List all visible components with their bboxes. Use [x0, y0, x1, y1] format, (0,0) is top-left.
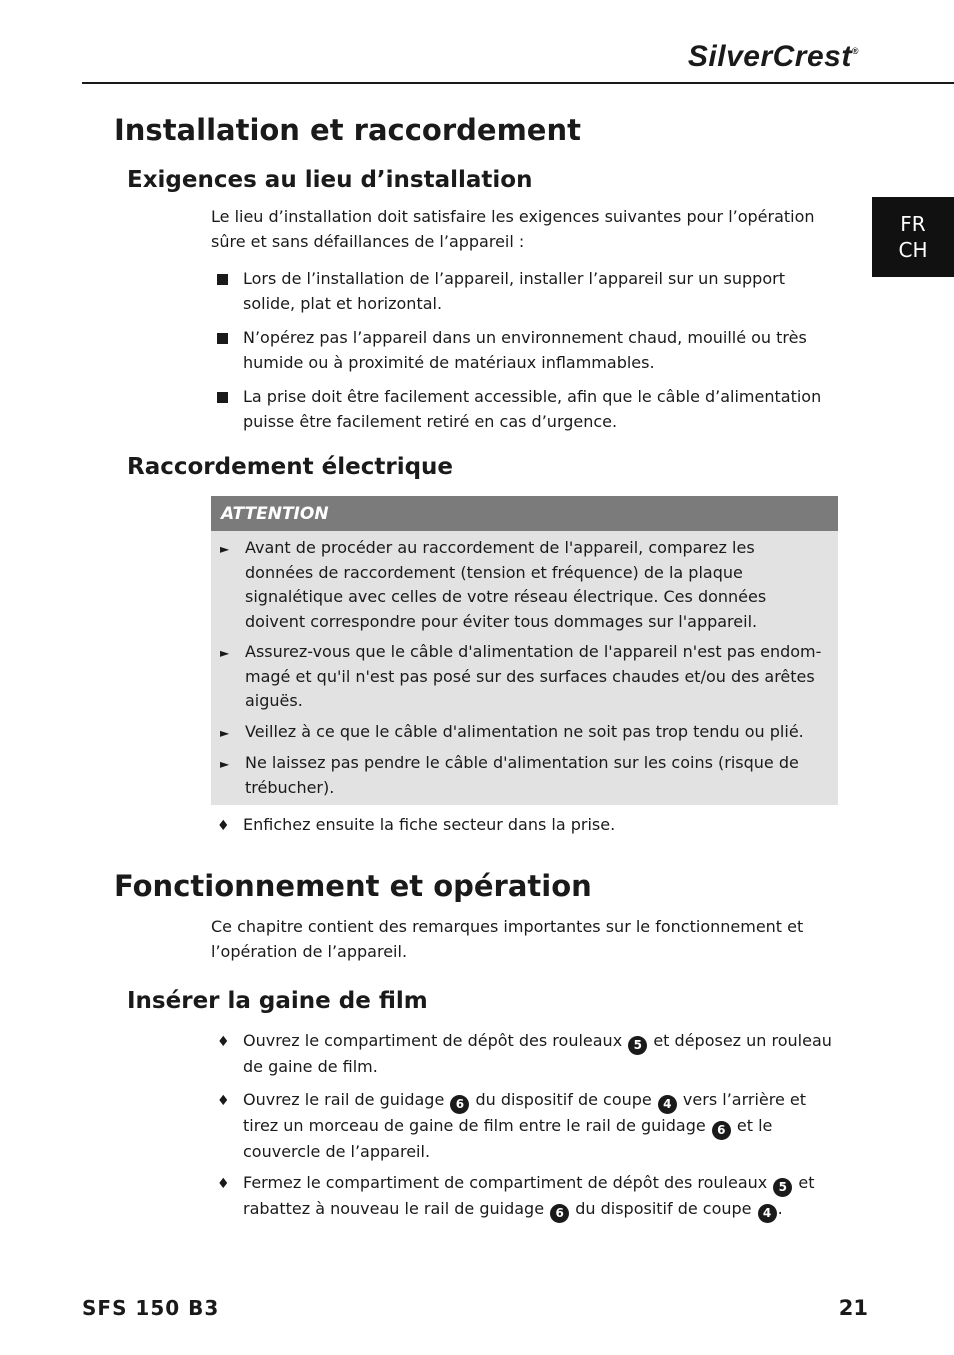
part-number-badge: 5	[628, 1036, 647, 1055]
list-item: N’opérez pas l’appareil dans un environnement chaud, mouillé ou très humide ou à proximité de matériaux inflammables.	[217, 326, 837, 375]
attention-item: ► Veillez à ce que le câble d'alimentation ne soit pas trop tendu ou plié.	[220, 720, 825, 746]
requirements-intro: Le lieu d’installation doit satisfaire les exigences suivantes pour l’opération sûre et sans défaillances de l’appareil :	[211, 207, 815, 251]
diamond-bullet-icon: ♦	[217, 1034, 230, 1050]
arrow-right-icon: ►	[220, 542, 230, 556]
attention-item: ► Avant de procéder au raccordement de l'appareil, comparez les données de raccordement (tension et fréquence) de la plaque signalétique avec celles de votre réseau électrique. Ces données doivent correspondre pour éviter tous dommages sur l'appareil.	[220, 536, 825, 634]
diamond-bullet-icon: ♦	[217, 818, 230, 834]
part-number-badge: 5	[773, 1178, 792, 1197]
part-number-badge: 6	[712, 1121, 731, 1140]
page-number: 21	[838, 1296, 868, 1320]
part-number-badge: 6	[450, 1095, 469, 1114]
step-item: ♦ Fermez le compartiment de compartiment de dépôt des rouleaux 5 et rabattez à nouveau le rail de guidage 6 du dispositif de coupe 4 .	[217, 1171, 837, 1223]
section-title-installation: Installation et raccordement	[114, 113, 581, 147]
language-tab	[872, 197, 954, 277]
arrow-right-icon: ►	[220, 646, 230, 660]
diamond-bullet-icon: ♦	[217, 1093, 230, 1109]
brand-logo: SilverCrest®	[687, 40, 859, 73]
subsection-title-requirements: Exigences au lieu d’installation	[127, 167, 533, 193]
arrow-right-icon: ►	[220, 726, 230, 740]
header-rule	[82, 82, 954, 84]
part-number-badge: 4	[658, 1095, 677, 1114]
subsection-title-electrical: Raccordement électrique	[127, 454, 454, 480]
operation-intro: Ce chapitre contient des remarques importantes sur le fonctionnement et l’opération de l’appareil.	[211, 917, 804, 961]
square-bullet-icon	[217, 392, 228, 403]
attention-item: ► Assurez-vous que le câble d'alimentation de l'appareil n'est pas endommagé et qu'il n'est pas posé sur des surfaces chaudes et/ou des arêtes aiguës.	[220, 640, 825, 714]
subsection-title-insert-film: Insérer la gaine de film	[127, 988, 428, 1014]
attention-item: ► Ne laissez pas pendre le câble d'alimentation sur les coins (risque de trébucher).	[220, 751, 825, 800]
language-fr: FR	[900, 212, 926, 236]
diamond-bullet-icon: ♦	[217, 1176, 230, 1192]
attention-box	[211, 496, 838, 805]
attention-heading: ATTENTION	[211, 496, 838, 531]
step-item: ♦ Ouvrez le compartiment de dépôt des rouleaux 5 et déposez un rouleau de gaine de film.	[217, 1031, 832, 1076]
part-number-badge: 4	[758, 1204, 777, 1223]
footer-model: SFS 150 B3	[82, 1296, 220, 1320]
language-ch: CH	[898, 238, 928, 262]
arrow-right-icon: ►	[220, 757, 230, 771]
square-bullet-icon	[217, 274, 228, 285]
list-item: La prise doit être facilement accessible, afin que le câble d’alimentation puisse être facilement retiré en cas d’urgence.	[217, 385, 837, 434]
part-number-badge: 6	[550, 1204, 569, 1223]
section-title-operation: Fonctionnement et opération	[114, 869, 592, 903]
step-item: ♦ Enfichez ensuite la fiche secteur dans la prise.	[217, 813, 837, 839]
list-item: Lors de l’installation de l’appareil, installer l’appareil sur un support solide, plat et horizontal.	[217, 267, 837, 316]
step-item: ♦ Ouvrez le rail de guidage 6 du dispositif de coupe 4 vers l’arrière et tirez un morceau de gaine de film entre le rail de guidage 6 et le couvercle de l’appareil.	[217, 1090, 807, 1161]
square-bullet-icon	[217, 333, 228, 344]
